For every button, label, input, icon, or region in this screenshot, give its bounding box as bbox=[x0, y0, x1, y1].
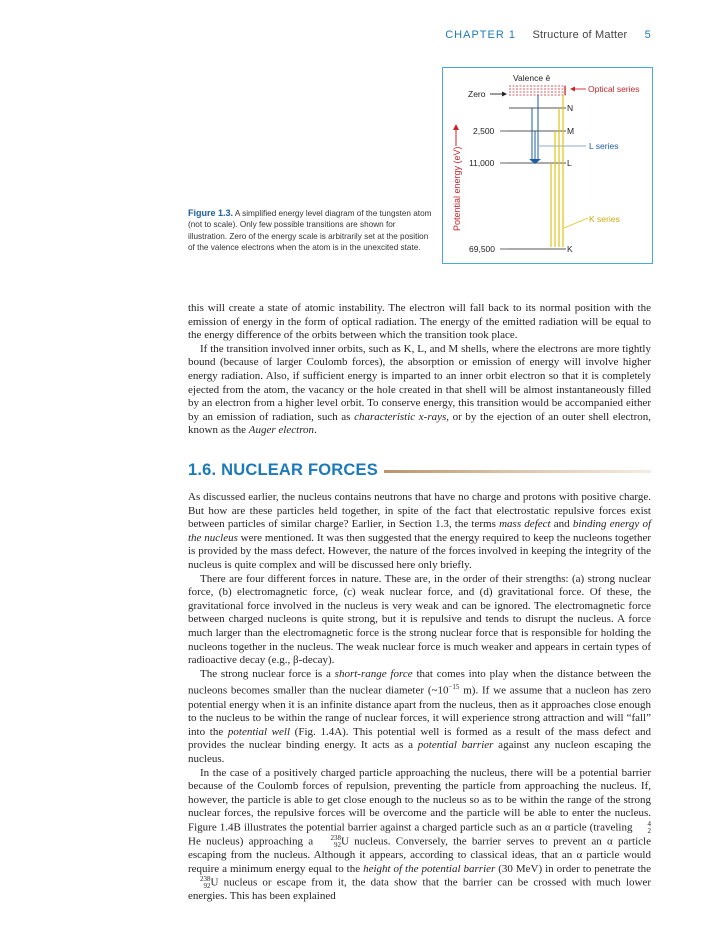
running-head bbox=[445, 29, 651, 41]
paragraph: this will create a state of atomic instability. The electron will fall back to its normal position with the emission of energy in the form of optical radiation. The energy of the emitted radiation will be equal to the energy difference of the orbits between which the transition took place. bbox=[188, 302, 651, 342]
level-n-shell: N bbox=[567, 103, 574, 113]
page-number: 5 bbox=[644, 29, 651, 41]
nuclide-index: 238 92 bbox=[330, 834, 341, 850]
y-axis-arrowhead bbox=[453, 124, 459, 130]
body-text-bottom bbox=[188, 491, 651, 904]
energy-level-svg bbox=[443, 68, 652, 263]
section-title: 1.6. NUCLEAR FORCES bbox=[188, 460, 378, 479]
level-k-shell: K bbox=[567, 244, 573, 254]
zero-arrowhead bbox=[502, 92, 507, 97]
chapter-label: CHAPTER 1 bbox=[445, 29, 516, 41]
level-m-energy: 2,500 bbox=[473, 126, 495, 136]
valence-label: Valence ē bbox=[513, 73, 551, 83]
optical-arrowhead bbox=[570, 87, 575, 92]
section-rule bbox=[384, 470, 651, 473]
level-zero-label: Zero bbox=[468, 89, 486, 99]
k-series-pointer bbox=[564, 218, 588, 228]
figure-caption bbox=[188, 208, 433, 254]
chapter-title: Structure of Matter bbox=[532, 29, 628, 41]
paragraph: In the case of a positively charged particle approaching the nucleus, there will be a potential barrier because of the Coulomb forces of repulsion, preventing the particle from approaching the nucleus. If, however, the particle is able to get close enough to the nucleus so as to be within the range of the strong nuclear forces, the repulsive forces will be overcome and the particle will be able to enter the nucleus. Figure 1.4B illustrates the potential barrier against a charged particle such as an α particle (traveling 4 2 He nucleus) approaching a 238 92 U nucleus. Conversely, the barrier serves to prevent an α particle escaping from the nucleus. Although it appears, according to classical ideas, that an α particle would require a minimum energy equal to the height of the potential barrier (30 MeV) in order to penetrate the 238 92 U nucleus or escape from it, the data show that the barrier can be crossed with much lower energies. This has been explained bbox=[188, 766, 652, 903]
paragraph: If the transition involved inner orbits, such as K, L, and M shells, where the electrons are more tightly bound (because of larger Coulomb forces), the absorption or emission of energy will involve higher energy radiation. Also, if sufficient energy is imparted to an inner orbit electron so that it is completely ejected from the atom, the vacancy or the hole created in that shell will be almost instantaneously filled by an electron from a higher level orbit. To conserve energy, this transition would be accompanied either by an emission of radiation, such as characteristic x-rays, or by the ejection of an outer shell electron, known as the Auger electron. bbox=[188, 342, 651, 437]
level-l-shell: L bbox=[567, 158, 572, 168]
y-axis-label: Potential energy (eV) bbox=[452, 146, 462, 231]
energy-level-diagram bbox=[442, 67, 653, 264]
section-heading bbox=[188, 458, 651, 482]
optical-series-label: Optical series bbox=[588, 84, 640, 94]
paragraph: There are four different forces in nature. These are, in the order of their strengths: (a) strong nuclear force, (b) electromagnetic force, (c) weak nuclear force, and (d) gravitational force. Of these, the gravitational force involved in the nucleus is very weak and can be ignored. The electromagnetic force between charged nucleons is quite strong, but it is repulsive and tends to disrupt the nucleus. A force much larger than the electromagnetic force is the strong nuclear force that is responsible for holding the nucleons together in the nucleus. The weak nuclear force is much weaker and appears in certain types of radioactive decay (e.g., β-decay). bbox=[188, 572, 651, 667]
figure-caption-text: A simplified energy level diagram of the tungsten atom (not to scale). Only few possible transitions are shown for illustration. Zero of the energy scale is arbitrarily set at the position of the valence electrons when the atom is in the unexcited state. bbox=[188, 209, 432, 253]
k-series-label: K series bbox=[589, 214, 620, 224]
level-l-energy: 11,000 bbox=[469, 158, 495, 168]
paragraph: As discussed earlier, the nucleus contains neutrons that have no charge and protons with positive charge. But how are these particles held together, in spite of the fact that electrostatic repulsive forces exist between particles of similar charge? Earlier, in Section 1.3, the terms mass defect and binding energy of the nucleus were mentioned. It was then suggested that the energy required to keep the nucleons together is provided by the mass defect. However, the nature of the forces involved in keeping the integrity of the nucleus is quite complex and will be discussed here only briefly. bbox=[188, 491, 651, 571]
level-k-energy: 69,500 bbox=[469, 244, 495, 254]
l-series-label: L series bbox=[589, 141, 619, 151]
body-text-top bbox=[188, 302, 651, 438]
nuclide-index: 238 92 bbox=[200, 875, 211, 891]
paragraph: The strong nuclear force is a short-range force that comes into play when the distance between the nucleons becomes smaller than the nuclear diameter ($\sim 10^{-15}$ m). If we assume that a nucleon has zero potential energy when it is an infinite distance apart from the nucleus, then as it approaches close enough to the nucleus to be within the range of nuclear forces, it will experience strong attraction and will “fall” into the potential well (Fig. 1.4A). This potential well is formed as a result of the mass defect and provides the nuclear binding energy. It acts as a potential barrier against any nucleon escaping the nucleus. bbox=[188, 667, 651, 765]
level-m-shell: M bbox=[567, 126, 575, 136]
nuclide-index: 4 2 bbox=[647, 819, 651, 835]
figure-label: Figure 1.3. bbox=[188, 208, 234, 218]
